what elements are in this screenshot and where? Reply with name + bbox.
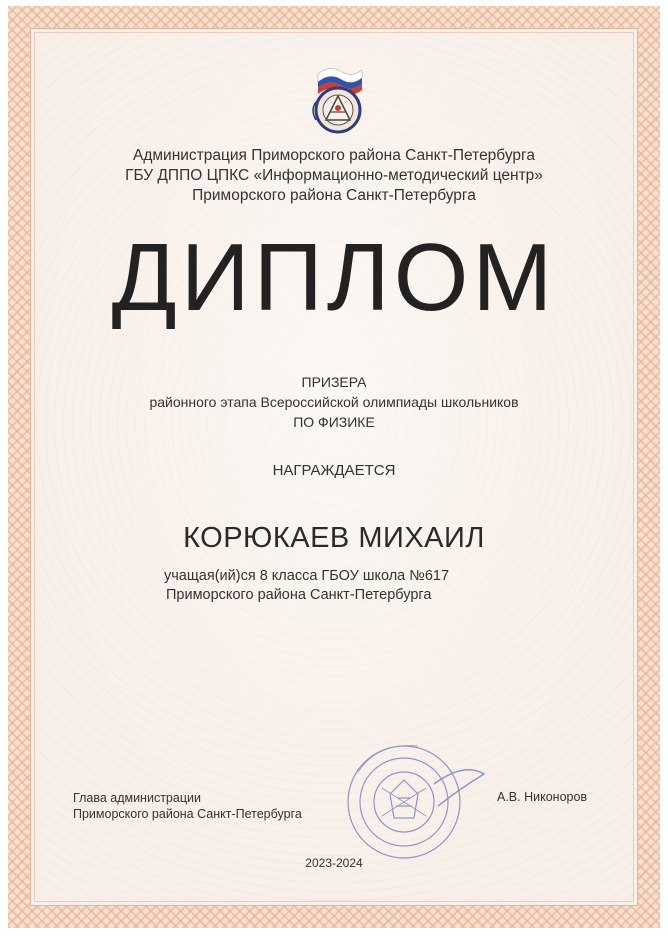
header-line: Приморского района Санкт-Петербурга (192, 187, 476, 204)
subtitle-line: ПРИЗЕРА (301, 374, 367, 390)
subtitle-line: районного этапа Всероссийской олимпиады школьников (149, 394, 519, 410)
emblem-icon (296, 62, 376, 138)
school-info (164, 567, 604, 605)
signer-title (73, 790, 302, 822)
header-line: Администрация Приморского района Санкт-Петербурга (133, 147, 535, 164)
official-stamp-icon (338, 732, 488, 862)
header-block (0, 146, 668, 206)
awarded-label: НАГРАЖДАЕТСЯ (272, 462, 396, 479)
signer-title-line: Глава администрации (73, 791, 201, 805)
subtitle-block (0, 372, 668, 432)
academic-year: 2023-2024 (305, 856, 363, 870)
diploma-title: ДИПЛОМ (111, 224, 557, 331)
recipient-name: КОРЮКАЕВ МИХАИЛ (183, 522, 485, 554)
school-line: Приморского района Санкт-Петербурга (166, 587, 432, 603)
school-line: учащая(ий)ся 8 класса ГБОУ школа №617 (164, 568, 450, 584)
signer-name: А.В. Никоноров (497, 790, 588, 804)
signer-title-line: Приморского района Санкт-Петербурга (73, 807, 302, 821)
subtitle-line: ПО ФИЗИКЕ (293, 414, 375, 430)
header-line: ГБУ ДППО ЦПКС «Информационно-методический центр» (125, 167, 543, 184)
